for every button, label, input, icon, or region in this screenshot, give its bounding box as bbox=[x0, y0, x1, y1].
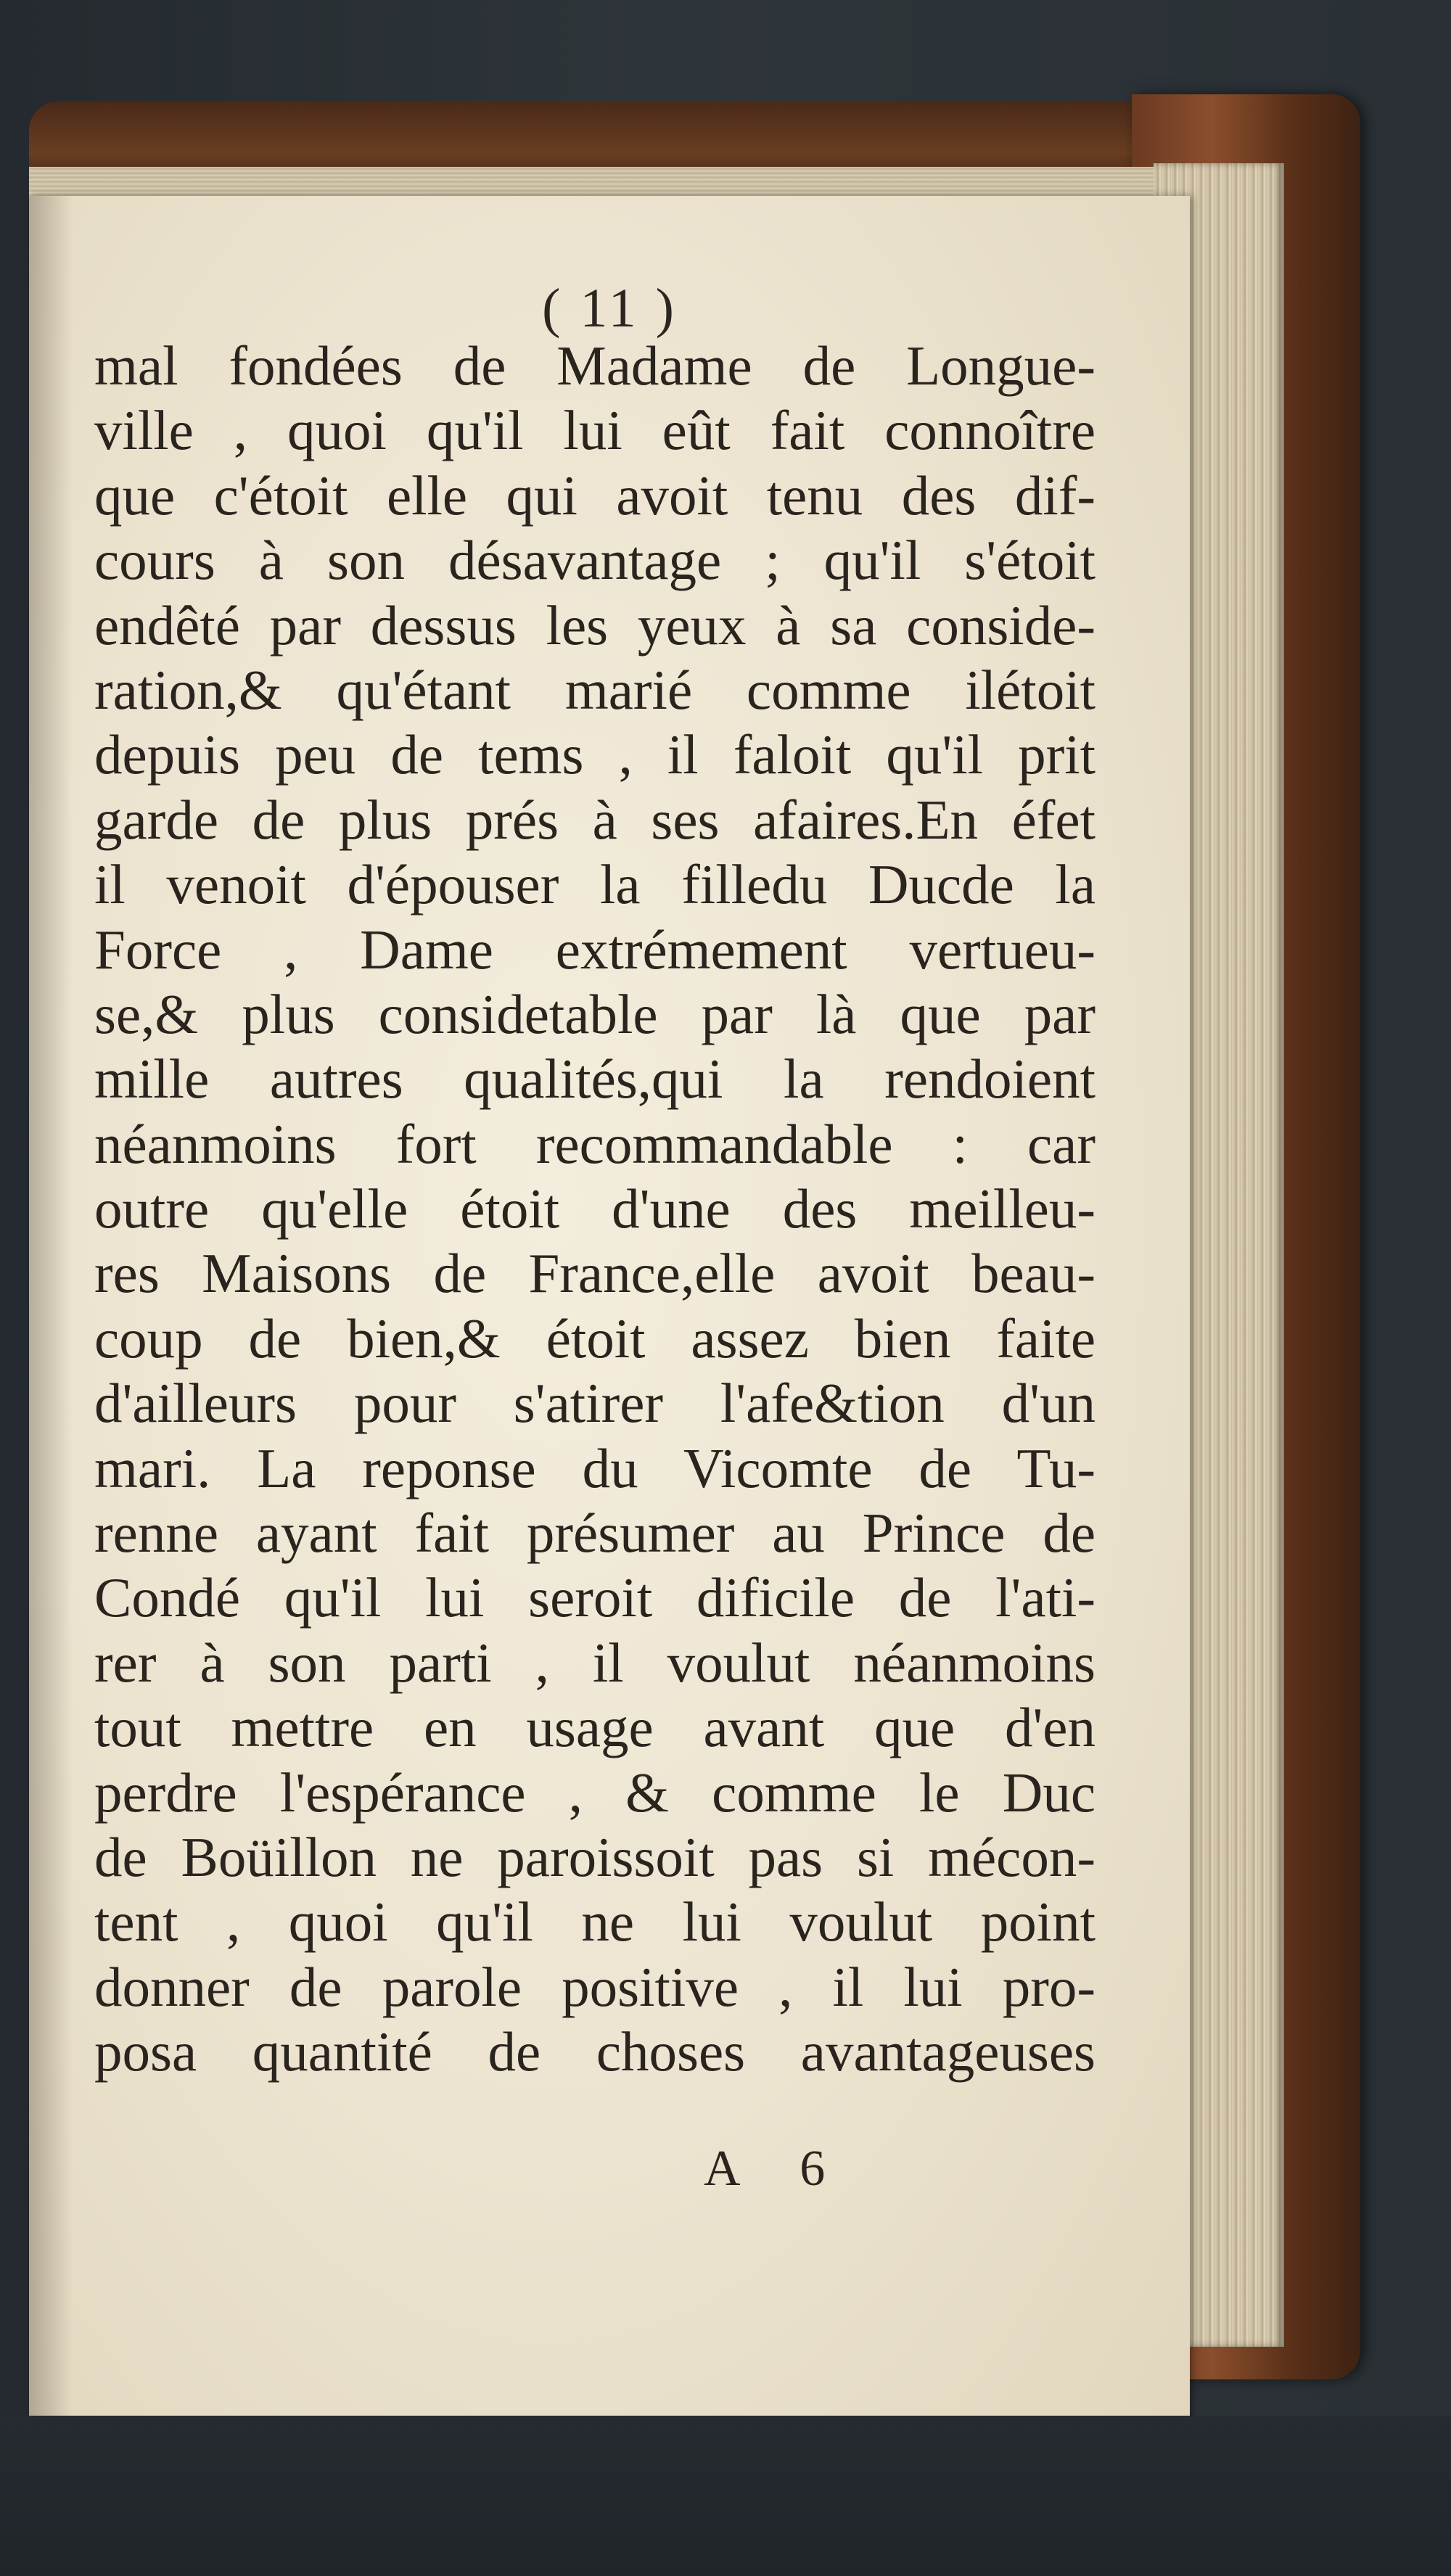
text-line: néanmoins fort recommandable : car bbox=[94, 1112, 1096, 1175]
book-page bbox=[29, 196, 1190, 2430]
table-surface bbox=[0, 2416, 1451, 2576]
text-line: mari. La reponse du Vicomte de Tu- bbox=[94, 1436, 1096, 1499]
text-line: tent , quoi qu'il ne lui voulut point bbox=[94, 1890, 1096, 1954]
text-line: mal fondées de Madame de Longue- bbox=[94, 334, 1096, 397]
text-line: ville , quoi qu'il lui eût fait connoître bbox=[94, 399, 1096, 462]
text-line: perdre l'espérance , & comme le Duc bbox=[94, 1761, 1096, 1824]
signature-mark: A 6 bbox=[704, 2141, 850, 2197]
text-line: mille autres qualités,qui la rendoient bbox=[94, 1048, 1096, 1111]
body-text bbox=[94, 334, 1096, 2085]
text-line: ration,& qu'étant marié comme ilétoit bbox=[94, 658, 1096, 721]
page-number: ( 11 ) bbox=[542, 278, 677, 339]
text-line: donner de parole positive , il lui pro- bbox=[94, 1955, 1096, 2018]
text-line: posa quantité de choses avantageuses bbox=[94, 2020, 1096, 2083]
text-line: Condé qu'il lui seroit dificile de l'ati- bbox=[94, 1566, 1096, 1629]
text-line: tout mettre en usage avant que d'en bbox=[94, 1696, 1096, 1759]
text-line: outre qu'elle étoit d'une des meilleu- bbox=[94, 1177, 1096, 1240]
gutter-shadow bbox=[29, 196, 73, 2430]
text-line: depuis peu de tems , il faloit qu'il prit bbox=[94, 723, 1096, 786]
text-line: res Maisons de France,elle avoit beau- bbox=[94, 1242, 1096, 1305]
text-line: il venoit d'épouser la filledu Ducde la bbox=[94, 853, 1096, 916]
text-line: rer à son parti , il voulut néanmoins bbox=[94, 1631, 1096, 1694]
text-line: d'ailleurs pour s'atirer l'afe&tion d'un bbox=[94, 1372, 1096, 1435]
text-line: endêté par dessus les yeux à sa conside- bbox=[94, 593, 1096, 657]
text-line: renne ayant fait présumer au Prince de bbox=[94, 1502, 1096, 1565]
text-line: Force , Dame extrémement vertueu- bbox=[94, 918, 1096, 981]
text-line: cours à son désavantage ; qu'il s'étoit bbox=[94, 529, 1096, 592]
text-line: se,& plus considetable par là que par bbox=[94, 982, 1096, 1045]
text-line: coup de bien,& étoit assez bien faite bbox=[94, 1306, 1096, 1370]
page-edges-top bbox=[29, 167, 1262, 196]
text-line: de Boüillon ne paroissoit pas si mécon- bbox=[94, 1825, 1096, 1888]
text-line: garde de plus prés à ses afaires.En éfet bbox=[94, 788, 1096, 851]
text-line: que c'étoit elle qui avoit tenu des dif- bbox=[94, 464, 1096, 527]
